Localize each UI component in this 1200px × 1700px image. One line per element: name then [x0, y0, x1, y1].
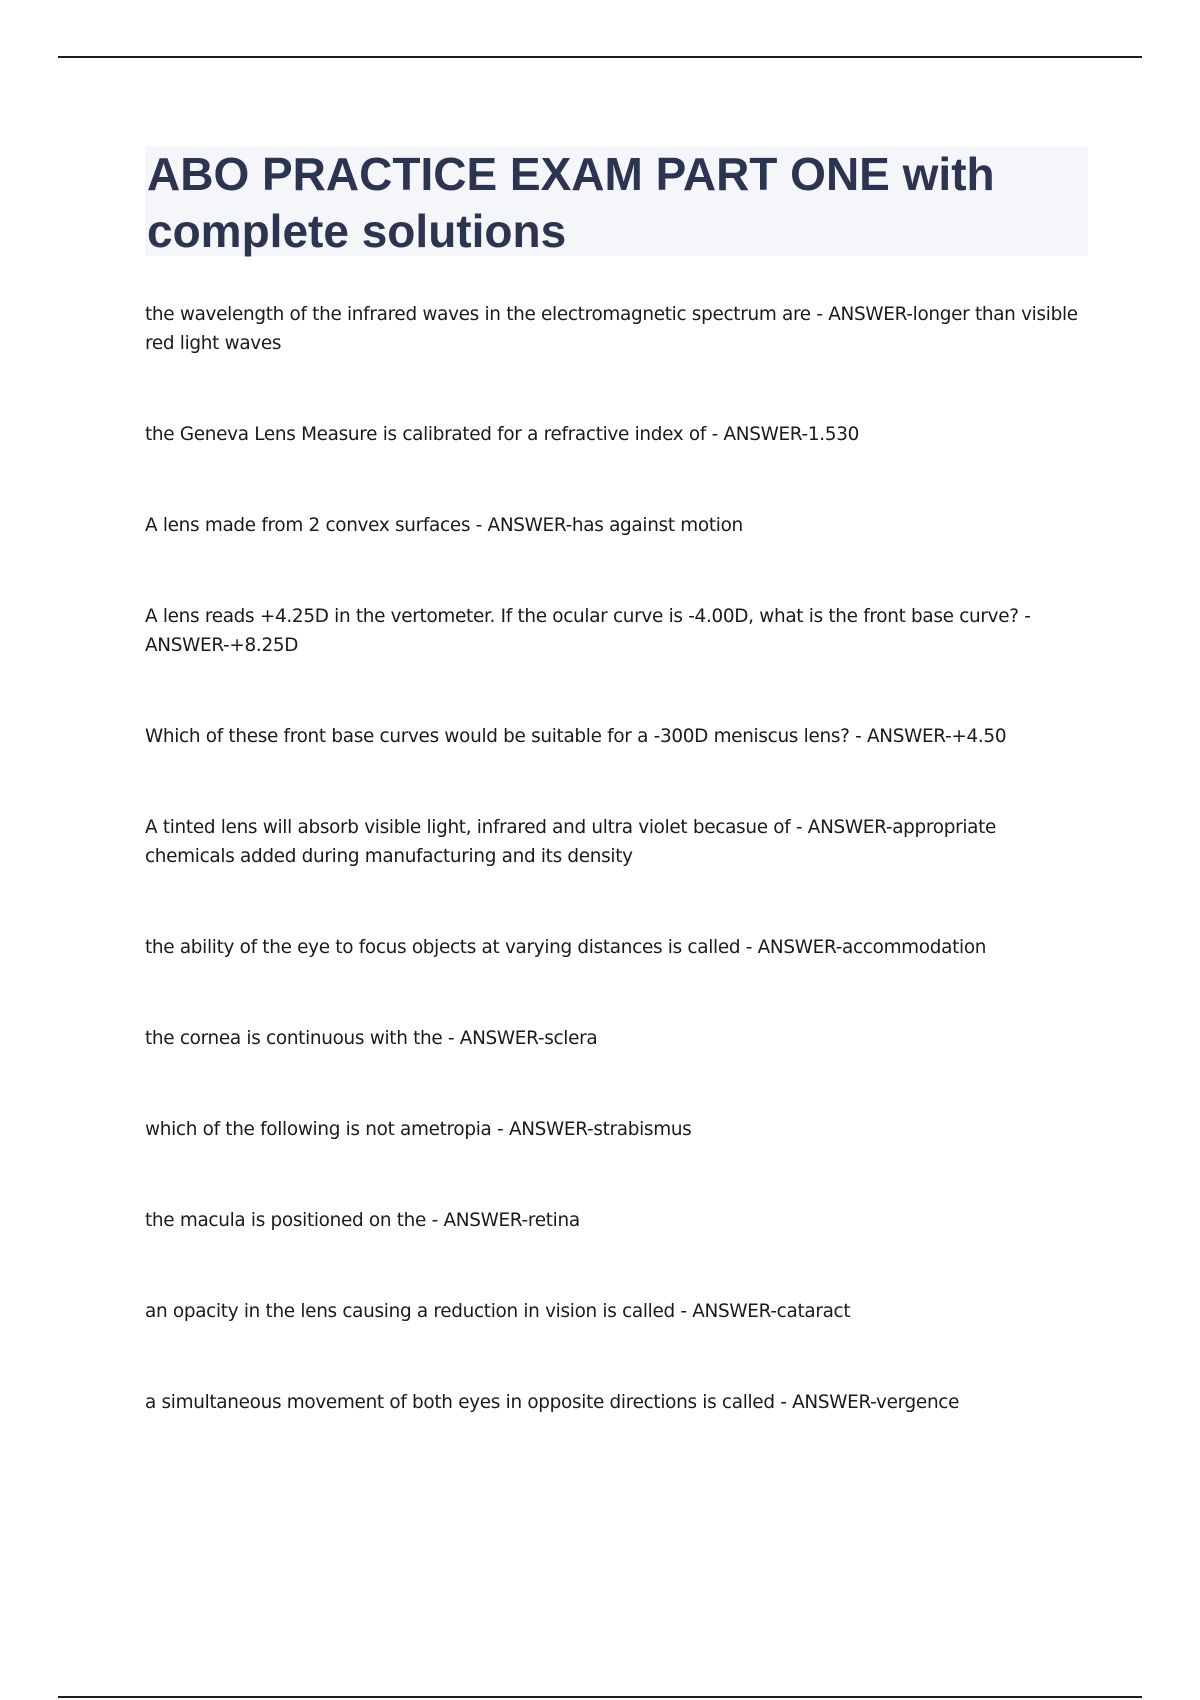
question-item: A lens made from 2 convex surfaces - ANSWER-has against motion: [145, 515, 743, 536]
question-item: the cornea is continuous with the - ANSWER-sclera: [145, 1028, 598, 1049]
question-list: [145, 300, 1085, 1479]
question-item: Which of these front base curves would be suitable for a -300D meniscus lens? - ANSWER-+4.50: [145, 726, 1007, 747]
question-item: an opacity in the lens causing a reduction in vision is called - ANSWER-cataract: [145, 1301, 851, 1322]
question-item: which of the following is not ametropia - ANSWER-strabismus: [145, 1119, 692, 1140]
question-item: the Geneva Lens Measure is calibrated for a refractive index of - ANSWER-1.530: [145, 424, 860, 445]
header-rule: [58, 56, 1142, 58]
question-item: the wavelength of the infrared waves in the electromagnetic spectrum are - ANSWER-longer than visible red light waves: [145, 304, 1078, 354]
document-title: ABO PRACTICE EXAM PART ONE with complete solutions: [147, 148, 995, 257]
title-block: [145, 146, 1088, 256]
question-item: A tinted lens will absorb visible light, infrared and ultra violet becasue of - ANSWER-appropriate chemicals added during manufacturing and its density: [145, 817, 997, 867]
footer-rule: [58, 1696, 1142, 1698]
question-item: a simultaneous movement of both eyes in opposite directions is called - ANSWER-vergence: [145, 1392, 960, 1413]
question-item: the ability of the eye to focus objects at varying distances is called - ANSWER-accommodation: [145, 937, 987, 958]
question-item: the macula is positioned on the - ANSWER-retina: [145, 1210, 580, 1231]
question-item: A lens reads +4.25D in the vertometer. If the ocular curve is -4.00D, what is the front base curve? - ANSWER-+8.25D: [145, 606, 1031, 656]
